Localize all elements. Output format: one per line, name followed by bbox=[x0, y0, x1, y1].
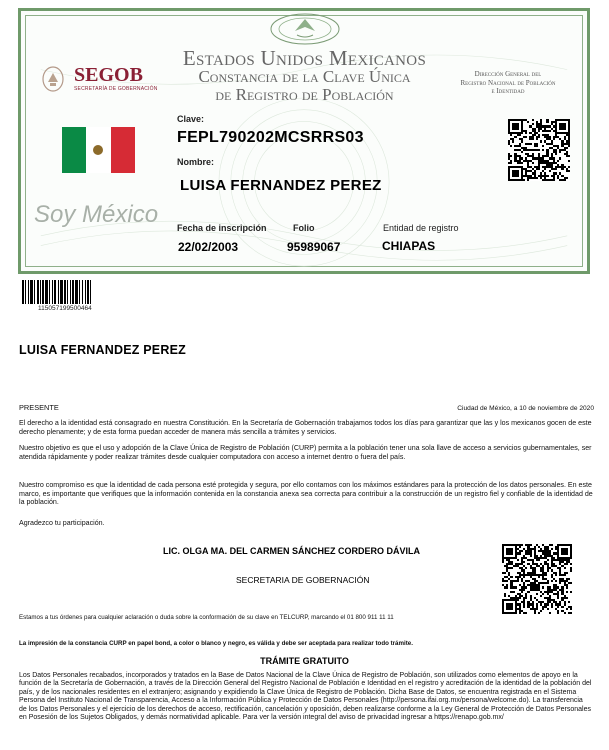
letter-salutation: PRESENTE bbox=[19, 403, 59, 412]
card-qr-code bbox=[508, 119, 570, 181]
telcurp-note: Estamos a tus órdenes para cualquier aclaración o duda sobre la conformación de su clave en TELCURP, marcando el 01 800 911 11 11 bbox=[19, 614, 394, 621]
segob-subtitle: SECRETARÍA DE GOBERNACIÓN bbox=[74, 86, 158, 92]
clave-label: Clave: bbox=[177, 114, 205, 124]
barcode-bar bbox=[91, 280, 94, 304]
letter-recipient-name: LUISA FERNANDEZ PEREZ bbox=[19, 343, 186, 357]
entidad-label: Entidad de registro bbox=[383, 223, 459, 233]
mexico-flag bbox=[62, 127, 135, 173]
dgr-line-2: Registro Nacional de Población bbox=[460, 78, 556, 87]
signer-name: LIC. OLGA MA. DEL CARMEN SÁNCHEZ CORDERO DÁVILA bbox=[163, 546, 421, 556]
letter-thanks: Agradezco tu participación. bbox=[19, 519, 105, 527]
dgr-line-3: e Identidad bbox=[491, 87, 525, 95]
dgr-header bbox=[448, 70, 568, 96]
impresion-note: La impresión de la constancia CURP en papel bond, a color o blanco y negro, es válida y debe ser aceptada para realizar todo trámite. bbox=[19, 640, 413, 647]
dgr-line-1: Dirección General del bbox=[474, 70, 542, 78]
segob-emblem-icon bbox=[42, 66, 64, 92]
fecha-value: 22/02/2003 bbox=[178, 240, 239, 254]
barcode-number: 115057199500464 bbox=[38, 305, 92, 312]
flag-eagle-icon bbox=[93, 145, 103, 155]
letter-paragraph-1: El derecho a la identidad está consagrado en nuestra Constitución. En la Secretaría de Gobernación trabajamos todos los días para garantizar que las y los mexicanos gocen de este derecho plenamente; y de esta forma puedan acceder de manera más sencilla a trámites y servicios. bbox=[19, 419, 592, 436]
barcode bbox=[22, 280, 118, 304]
country-title: Estados Unidos Mexicanos bbox=[182, 46, 427, 70]
letter-paragraph-3: Nuestro compromiso es que la identidad de cada persona esté protegida y segura, por ello contamos con los máximos estándares para la protección de los datos personales. En este marco, es importante que verifiques que la información contenida en la constancia anexa sea correcta para contribuir a la construcción de un registro fiel y confiable de la identidad de la población. bbox=[19, 481, 593, 507]
letter-qr-code bbox=[502, 544, 572, 614]
clave-value: FEPL790202MCSRRS03 bbox=[177, 129, 364, 146]
qr-module bbox=[570, 612, 572, 614]
signer-title: SECRETARIA DE GOBERNACIÓN bbox=[236, 575, 370, 585]
letter-paragraph-2: Nuestro objetivo es que el uso y adopción de la Clave Única de Registro de Población (CURP) permita a la población tener una sola llave de acceso a servicios gubernamentales, ser atendida rápidamente y poder realizar trámites desde cualquier computadora con acceso a internet dentro o fuera del país. bbox=[19, 444, 592, 461]
folio-value: 95989067 bbox=[287, 240, 341, 254]
qr-module bbox=[568, 179, 570, 181]
tramite-gratuito-heading: TRÁMITE GRATUITO bbox=[260, 656, 349, 666]
letter-date: Ciudad de México, a 10 de noviembre de 2020 bbox=[457, 405, 594, 412]
nombre-label: Nombre: bbox=[177, 157, 215, 167]
folio-label: Folio bbox=[293, 223, 315, 233]
flag-white-stripe bbox=[86, 127, 110, 173]
privacy-notice: Los Datos Personales recabados, incorporados y tratados en la Base de Datos Nacional de la Clave Única de Registro de Población, son utilizados como elementos de apoyo en la función de la Secretaría de Gobernación, a través de la Dirección General del Registro Nacional de Población e Identidad en el registro y acreditación de la identidad de la población del país, y de los nacionales residentes en el extranjero; asignando y expidiendo la Clave Única de Registro de Población. Dicha Base de Datos, se encuentra registrada en el Sistema Persona del Instituto Nacional de Transparencia, Acceso a la Información Pública y Protección de Datos Personales (http://persona.ifai.org.mx/persona/welcome.do). La transferencia de los Datos Personales y el ejercicio de los derechos de acceso, rectificación, cancelación y oposición, deben realizarse conforme a la Ley General de Protección de Datos Personales en Posesión de los Sujetos Obligados, y demás normatividad aplicable. Para ver la versión integral del aviso de privacidad ingresar a https://renapo.gob.mx/ bbox=[19, 672, 592, 722]
nombre-value: LUISA FERNANDEZ PEREZ bbox=[180, 177, 382, 194]
entidad-value: CHIAPAS bbox=[382, 239, 436, 253]
soy-mexico-watermark: Soy México bbox=[34, 201, 159, 228]
segob-logo-text: SEGOB bbox=[74, 64, 143, 86]
flag-red-stripe bbox=[111, 127, 135, 173]
coat-of-arms-seal bbox=[267, 9, 343, 45]
document-title-line-2: de Registro de Población bbox=[215, 85, 394, 104]
fecha-label: Fecha de inscripción bbox=[177, 223, 267, 233]
flag-green-stripe bbox=[62, 127, 86, 173]
document-title-line-1: Constancia de la Clave Única bbox=[198, 67, 411, 86]
